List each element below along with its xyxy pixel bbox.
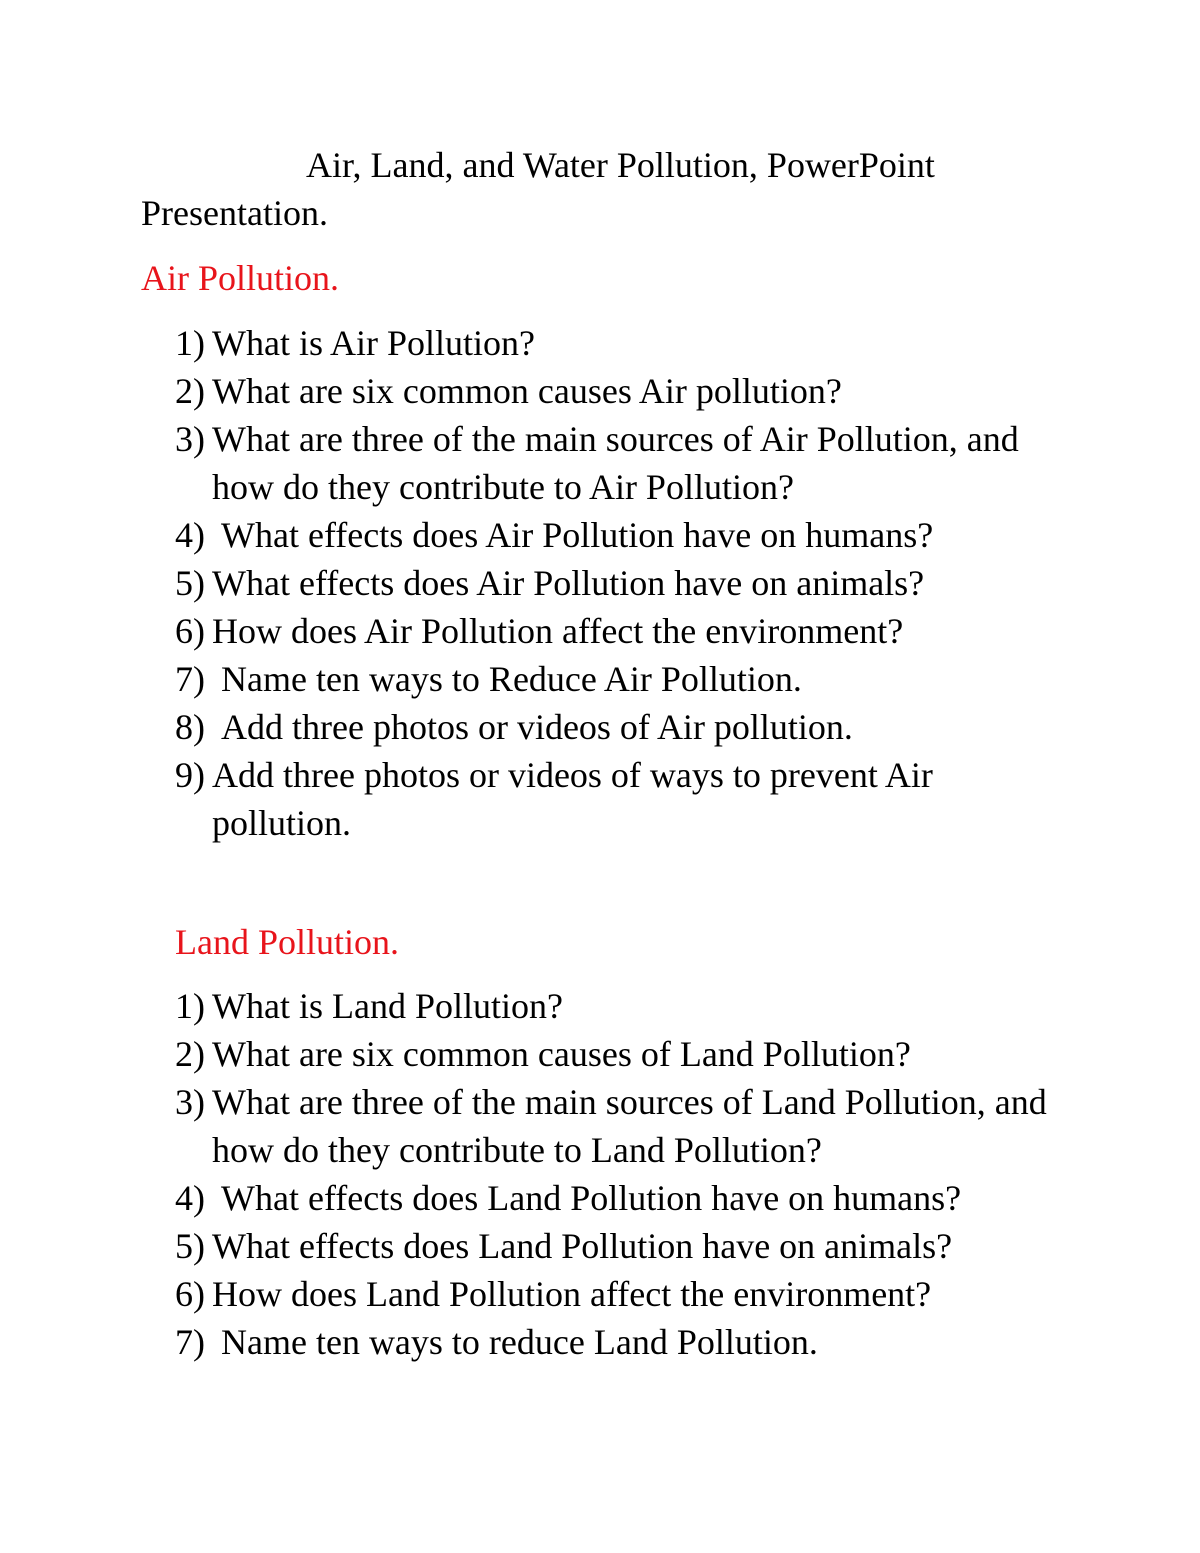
list-item-text: What effects does Land Pollution have on animals?: [212, 1226, 953, 1266]
list-item: [175, 1174, 1092, 1222]
list-item-text: How does Air Pollution affect the environment?: [212, 611, 904, 651]
list-item: [175, 982, 1092, 1030]
list-item-number: 9): [175, 755, 205, 795]
list-item-text: What are three of the main sources of Land Pollution, and how do they contribute to Land Pollution?: [212, 1082, 1047, 1170]
list-item-text: What is Air Pollution?: [212, 323, 535, 363]
list-item: [175, 415, 1062, 511]
list-item-text: What effects does Air Pollution have on humans?: [221, 515, 934, 555]
list-item-number: 5): [175, 563, 205, 603]
list-item-text: What effects does Air Pollution have on animals?: [212, 563, 925, 603]
list-item-text: What are six common causes of Land Pollution?: [212, 1034, 911, 1074]
list-item: [175, 1318, 1092, 1366]
list-item: [175, 319, 1062, 367]
question-list-land: [175, 982, 1092, 1366]
list-item-number: 6): [175, 1274, 205, 1314]
list-item: [175, 511, 1062, 559]
list-item-number: 7): [175, 659, 205, 699]
list-item-number: 2): [175, 371, 205, 411]
list-item-number: 4): [175, 515, 205, 555]
list-item: [175, 367, 1062, 415]
question-list-air: [175, 319, 1062, 847]
document-title: Air, Land, and Water Pollution, PowerPoint: [306, 145, 935, 185]
list-item: [175, 1030, 1092, 1078]
list-item-number: 1): [175, 986, 205, 1026]
list-item: [175, 1078, 1092, 1174]
list-item-text: Name ten ways to reduce Land Pollution.: [221, 1322, 818, 1362]
list-item-number: 4): [175, 1178, 205, 1218]
section-heading-land: Land Pollution.: [175, 922, 399, 962]
list-item: [175, 655, 1062, 703]
list-item-number: 5): [175, 1226, 205, 1266]
list-item-text: Name ten ways to Reduce Air Pollution.: [221, 659, 802, 699]
list-item: [175, 1222, 1092, 1270]
list-item-text: Add three photos or videos of Air pollution.: [221, 707, 853, 747]
list-item-number: 2): [175, 1034, 205, 1074]
list-item: [175, 751, 1062, 847]
list-item-number: 6): [175, 611, 205, 651]
list-item: [175, 607, 1062, 655]
list-item: [175, 703, 1062, 751]
list-item-number: 3): [175, 1082, 205, 1122]
document-title-continued: Presentation.: [141, 193, 328, 233]
list-item-number: 1): [175, 323, 205, 363]
list-item-text: What is Land Pollution?: [212, 986, 563, 1026]
list-item: [175, 1270, 1092, 1318]
list-item-number: 3): [175, 419, 205, 459]
list-item-text: Add three photos or videos of ways to prevent Air pollution.: [212, 755, 933, 843]
list-item: [175, 559, 1062, 607]
section-heading-air: Air Pollution.: [141, 258, 340, 298]
list-item-number: 8): [175, 707, 205, 747]
list-item-text: What effects does Land Pollution have on humans?: [221, 1178, 962, 1218]
list-item-number: 7): [175, 1322, 205, 1362]
list-item-text: How does Land Pollution affect the environment?: [212, 1274, 932, 1314]
list-item-text: What are three of the main sources of Air Pollution, and how do they contribute to Air Pollution?: [212, 419, 1019, 507]
list-item-text: What are six common causes Air pollution?: [212, 371, 842, 411]
